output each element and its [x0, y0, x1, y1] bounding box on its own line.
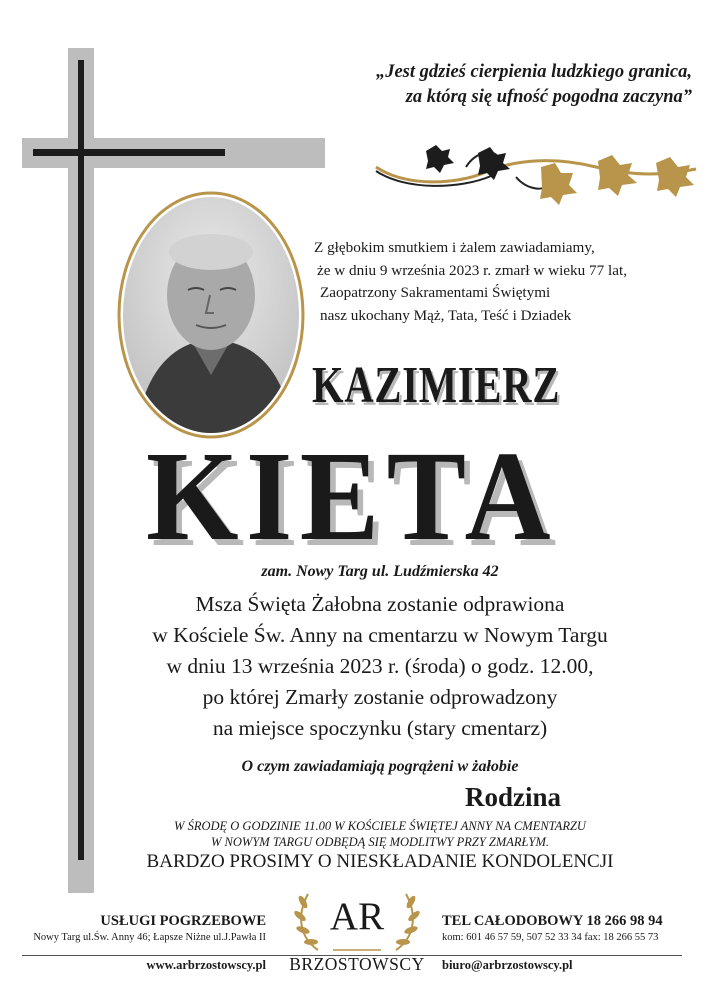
intro-line: Z głębokim smutkiem i żalem zawiadamiamy,	[314, 239, 595, 256]
motto-line: „Jest gdzieś cierpienia ludzkiego granica,	[375, 62, 692, 82]
email-link[interactable]: biuro@arbrzostowscy.pl	[442, 958, 573, 972]
note-line: W ŚRODĘ O GODZINIE 11.00 W KOŚCIELE ŚWIĘTEJ ANNY NA CMENTARZU	[174, 819, 586, 833]
intro-text	[300, 237, 627, 327]
intro-line: nasz ukochany Mąż, Tata, Teść i Dziadek	[320, 306, 572, 324]
mourning-text: O czym zawiadamiają pogrążeni w żałobie	[241, 758, 519, 775]
deceased-last-name: KIETA	[146, 425, 559, 567]
intro-line: Zaopatrzony Sakramentami Świętymi	[320, 284, 551, 301]
mass-line: w dniu 13 września 2023 r. (środa) o godz. 12.00,	[166, 654, 594, 678]
motto	[262, 60, 692, 110]
intro-line: że w dniu 9 września 2023 r. zmarł w wieku 77 lat,	[317, 261, 627, 279]
website-link[interactable]: www.arbrzostowscy.pl	[146, 958, 266, 972]
mass-line: po której Zmarły zostanie odprowadzony	[202, 685, 558, 709]
prayer-note	[100, 818, 660, 850]
mass-info	[80, 589, 680, 744]
mobile-fax-numbers: kom: 601 46 57 59, 507 52 33 34 fax: 18 266 55 73	[442, 932, 659, 943]
deceased-address: zam. Nowy Targ ul. Ludźmierska 42	[261, 563, 499, 580]
vine-ornament-icon	[366, 137, 706, 207]
deceased-first-name: KAZIMIERZ	[312, 357, 561, 414]
mass-line: w Kościele Św. Anny na cmentarzu w Nowym Targu	[152, 623, 608, 647]
family-signature: Rodzina	[465, 782, 562, 812]
logo-monogram: AR	[329, 895, 385, 938]
phone-number: TEL CAŁODOBOWY 18 266 98 94	[442, 913, 663, 929]
condolence-request: BARDZO PROSIMY O NIESKŁADANIE KONDOLENCJI	[146, 851, 614, 872]
portrait-photo	[116, 190, 306, 440]
funeral-services-address: Nowy Targ ul.Św. Anny 46; Łapsze Niżne ul.J.Pawła II	[33, 932, 266, 943]
funeral-services-title: USŁUGI POGRZEBOWE	[100, 913, 266, 929]
logo-name: BRZOSTOWSCY	[289, 954, 425, 974]
note-line: W NOWYM TARGU ODBĘDĄ SIĘ MODLITWY PRZY ZMARŁYM.	[211, 835, 549, 849]
mass-line: Msza Święta Żałobna zostanie odprawiona	[195, 592, 565, 616]
motto-line: za którą się ufność pogodna zaczyna”	[405, 87, 692, 107]
mass-line: na miejsce spoczynku (stary cmentarz)	[212, 716, 548, 740]
cross-horizontal-bar	[33, 149, 225, 156]
